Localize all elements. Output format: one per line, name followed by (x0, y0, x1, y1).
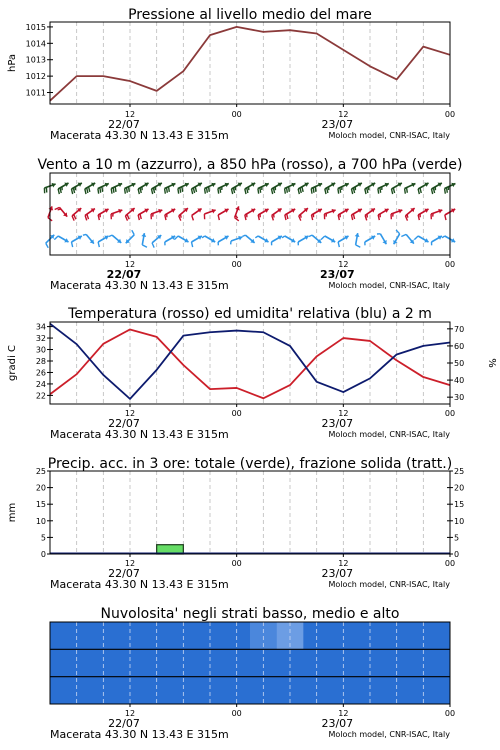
wind-barb (245, 183, 255, 194)
source-label: Moloch model, CNR-ISAC, Italy (328, 281, 450, 290)
x-tick-label: 00 (231, 559, 242, 568)
x-tick-label: 12 (124, 709, 136, 718)
y-tick-label-right: 50 (454, 359, 465, 368)
y-axis-label: mm (7, 502, 18, 523)
wind-barb (325, 183, 335, 194)
wind-barb (405, 208, 414, 221)
y-tick-label: 5 (40, 533, 46, 543)
x-tick-label: 12 (338, 709, 349, 718)
x-tick-label: 12 (124, 110, 136, 119)
panel-title: Nuvolosita' negli strati basso, medio e alto (100, 606, 400, 622)
y-tick-label-right: 30 (454, 393, 465, 403)
y-tick-label-right: 40 (454, 376, 465, 386)
y-tick-label-right: 5 (454, 533, 460, 543)
wind-barb (242, 235, 254, 243)
y-tick-label: 20 (35, 483, 46, 493)
wind-barb (202, 236, 215, 242)
wind-barb (351, 209, 361, 220)
wind-barb (405, 183, 416, 194)
wind-barb (255, 236, 268, 242)
wind-barb (58, 183, 68, 194)
date-label: 23/07 (321, 567, 354, 580)
wind-barb (272, 209, 282, 221)
y-tick-label: 0 (40, 550, 46, 559)
x-tick-label: 12 (338, 559, 349, 568)
x-tick-label: 00 (444, 110, 456, 119)
y-tick-label: 1014 (25, 39, 46, 49)
y-tick-label: 10 (35, 516, 46, 526)
date-label: 23/07 (321, 717, 354, 730)
wind-barb (377, 234, 387, 244)
wind-barb (271, 183, 281, 194)
wind-barb (85, 209, 95, 221)
y-tick-label-right: 60 (454, 341, 465, 351)
y-tick-label: 32 (35, 334, 46, 344)
location-label: Macerata 43.30 N 13.43 E 315m (50, 728, 229, 741)
wind-barb (192, 209, 202, 221)
x-tick-label: 12 (124, 559, 136, 568)
wind-barb (83, 234, 94, 243)
wind-barb (141, 233, 147, 247)
y-tick-label-right: 25 (454, 467, 465, 476)
source-label: Moloch model, CNR-ISAC, Italy (328, 580, 450, 589)
y-tick-label: 1011 (25, 88, 46, 98)
source-label: Moloch model, CNR-ISAC, Italy (328, 131, 450, 140)
x-tick-label: 00 (444, 709, 456, 718)
wind-barb (111, 209, 122, 219)
cloud-panel (50, 606, 455, 741)
wind-barb (321, 236, 335, 242)
x-tick-label: 00 (231, 260, 242, 269)
y-tick-label: 28 (35, 356, 46, 366)
x-tick-label: 00 (444, 559, 456, 568)
y-tick-label: 15 (35, 500, 46, 510)
wind-barb (442, 236, 455, 242)
y-tick-label: 30 (35, 345, 46, 355)
date-label: 22/07 (108, 567, 140, 580)
wind-barb (414, 236, 428, 242)
x-tick-label: 00 (231, 110, 242, 119)
wind-barb (351, 183, 361, 194)
wind-barb (245, 209, 255, 220)
date-label: 23/07 (321, 417, 354, 430)
wind-barb (48, 206, 53, 220)
y-tick-label: 1012 (25, 72, 46, 82)
wind-barb (174, 236, 188, 242)
wind-barb (138, 209, 148, 220)
wind-barb (218, 183, 229, 194)
wind-barb (109, 235, 121, 243)
wind-barb (401, 234, 414, 243)
wind-barb (299, 208, 308, 221)
panel-title: Precip. acc. in 3 ore: totale (verde), frazione solida (tratt.) (47, 456, 453, 472)
y-tick-label: 34 (35, 322, 46, 332)
pressure-line (50, 27, 450, 101)
y-axis-label: gradi C (7, 345, 18, 381)
x-tick-label: 00 (444, 409, 456, 418)
y-tick-label-right: 70 (454, 324, 465, 334)
precip-panel (7, 456, 464, 591)
humidity-line (50, 324, 450, 399)
wind-barb (355, 233, 361, 247)
wind-panel (37, 157, 462, 292)
location-label: Macerata 43.30 N 13.43 E 315m (50, 578, 229, 591)
wind-barb (111, 183, 122, 194)
y-tick-label: 1015 (25, 22, 46, 32)
wind-barb (235, 206, 240, 220)
panel-title: Vento a 10 m (azzurro), a 850 hPa (rosso), a 700 hPa (verde) (37, 157, 463, 173)
x-tick-label: 12 (124, 409, 136, 418)
y-tick-label: 25 (35, 467, 46, 476)
wind-barb (431, 236, 441, 246)
wind-barb (378, 183, 389, 194)
wind-barb (271, 236, 281, 246)
source-label: Moloch model, CNR-ISAC, Italy (328, 430, 450, 439)
y-tick-label-right: 10 (454, 516, 465, 526)
plot-frame (50, 322, 450, 404)
panel-title: Pressione al livello medio del mare (128, 7, 372, 23)
plot-frame (50, 22, 450, 104)
y-tick-label: 22 (35, 391, 46, 401)
wind-barb (191, 183, 201, 194)
wind-barb (378, 209, 388, 220)
temperature-line (50, 329, 450, 398)
location-label: Macerata 43.30 N 13.43 E 315m (50, 279, 229, 292)
y-tick-label: 24 (35, 379, 46, 389)
wind-barb (431, 183, 441, 194)
x-tick-label: 00 (444, 260, 456, 269)
wind-barb (298, 236, 308, 246)
location-label: Macerata 43.30 N 13.43 E 315m (50, 428, 229, 441)
wind-barb (138, 183, 148, 194)
wind-barb (165, 236, 175, 246)
date-label: 22/07 (106, 268, 142, 281)
location-label: Macerata 43.30 N 13.43 E 315m (50, 129, 229, 142)
y-axis-label: hPa (7, 53, 18, 73)
y-tick-label-right: 15 (454, 500, 465, 510)
wind-barb (218, 236, 228, 246)
y-tick-label: 1013 (25, 55, 46, 65)
pressure-panel (7, 7, 455, 142)
x-tick-label: 00 (231, 409, 242, 418)
wind-barb (309, 235, 321, 243)
x-tick-label: 12 (338, 409, 349, 418)
wind-barb (85, 183, 95, 194)
wind-barb (282, 236, 295, 242)
x-tick-label: 12 (124, 260, 136, 269)
wind-barb (191, 236, 201, 247)
wind-barb (54, 236, 68, 242)
wind-barb (324, 209, 335, 219)
date-label: 22/07 (108, 118, 140, 131)
panel-title: Temperatura (rosso) ed umidita' relativa (blu) a 2 m (68, 306, 432, 322)
y-axis-label-right: % (486, 358, 497, 368)
x-tick-label: 12 (338, 260, 349, 269)
y-tick-label-right: 0 (454, 550, 460, 559)
date-label: 22/07 (108, 717, 140, 730)
temperature-panel (7, 306, 497, 441)
date-label: 22/07 (108, 417, 140, 430)
wind-barb (55, 207, 68, 216)
wind-barb (298, 183, 308, 194)
plot-frame (50, 471, 450, 554)
y-tick-label-right: 20 (454, 483, 465, 493)
wind-barb (431, 209, 442, 219)
wind-barb (165, 183, 176, 194)
date-label: 23/07 (321, 118, 354, 131)
date-label: 23/07 (320, 268, 355, 281)
y-tick-label: 26 (35, 368, 46, 378)
wind-barb (218, 209, 228, 220)
wind-barb (165, 209, 175, 220)
x-tick-label: 12 (338, 110, 349, 119)
x-tick-label: 00 (231, 709, 242, 718)
source-label: Moloch model, CNR-ISAC, Italy (328, 730, 450, 739)
